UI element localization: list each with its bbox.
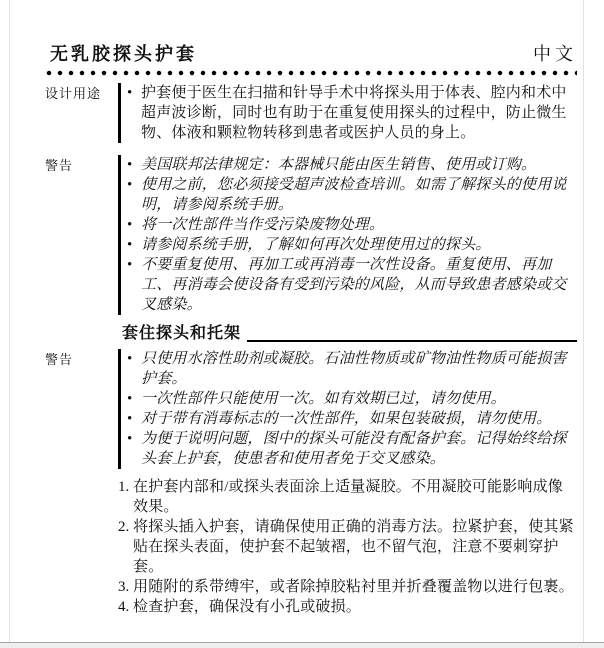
- design-purpose-section: [45, 83, 577, 143]
- warning-body: [118, 349, 577, 469]
- list-item: [127, 235, 577, 255]
- document-title: 无乳胶探头护套: [50, 44, 197, 64]
- bullet-text: 护套便于医生在扫描和针导手术中将探头用于体表、腔内和术中超声波诊断，同时也有助于在重复使用探头的过程中，防止微生物、体液和颗粒物转移到患者或医护人员的身上。: [141, 85, 567, 141]
- bullet-marker: •: [127, 177, 133, 193]
- list-item: [127, 389, 577, 409]
- step-number: 2.: [118, 519, 130, 535]
- bullet-marker: •: [127, 217, 133, 233]
- bullet-text: 只使用水溶性助剂或凝胶。石油性物质或矿物油性物质可能损害护套。: [141, 351, 567, 387]
- heading-underline: [247, 340, 577, 342]
- bullet-marker: •: [127, 85, 133, 101]
- warning-label: 警告: [45, 352, 74, 367]
- list-item: [127, 83, 577, 143]
- list-item: [127, 409, 577, 429]
- bullet-text: 对于带有消毒标志的一次性部件，如果包装破损，请勿使用。: [141, 411, 552, 427]
- list-item: [127, 255, 577, 315]
- bullet-marker: •: [127, 351, 133, 367]
- warning-label: 警告: [45, 158, 74, 173]
- list-item: [127, 429, 577, 469]
- warning-body: [118, 155, 577, 315]
- page-content: [45, 42, 577, 617]
- step-text: 检查护套，确保没有小孔或破损。: [133, 599, 362, 615]
- bullet-marker: •: [127, 391, 133, 407]
- bullet-text: 不要重复使用、再加工或再消毒一次性设备。重复使用、再加工、再消毒会使设备有受到污染的风险，从而导致患者感染或交叉感染。: [141, 257, 567, 313]
- step-number: 4.: [118, 599, 130, 615]
- bullet-marker: •: [127, 411, 133, 427]
- step-text: 将探头插入护套，请确保使用正确的消毒方法。拉紧护套，使其紧贴在探头表面，使护套不起皱褶，也不留气泡，注意不要刺穿护套。: [133, 519, 574, 575]
- language-label: 中文: [533, 44, 577, 64]
- step-text: 在护套内部和/或探头表面涂上适量凝胶。不用凝胶可能影响成像效果。: [133, 479, 563, 515]
- design-purpose-body: [118, 83, 577, 143]
- bullet-text: 将一次性部件当作受污染废物处理。: [141, 217, 385, 233]
- procedure-steps: [118, 477, 577, 617]
- bullet-text: 美国联邦法律规定：本器械只能由医生销售、使用或订购。: [141, 157, 537, 173]
- step-item: [118, 477, 577, 517]
- warning-section-2: [45, 349, 577, 469]
- page-bottom-edge: [0, 642, 604, 648]
- bullet-text: 一次性部件只能使用一次。如有效期已过，请勿使用。: [141, 391, 506, 407]
- section-heading: 套住探头和托架: [122, 325, 242, 342]
- step-number: 3.: [118, 579, 130, 595]
- step-text: 用随附的系带缚牢，或者除掉胶粘衬里并折叠覆盖物以进行包裹。: [133, 579, 574, 595]
- dotted-divider: [45, 69, 577, 77]
- step-item: [118, 597, 577, 617]
- design-purpose-label: 设计用途: [45, 86, 102, 101]
- warning-section-1: [45, 155, 577, 315]
- step-item: [118, 577, 577, 597]
- bullet-marker: •: [127, 431, 133, 447]
- bullet-text: 使用之前，您必须接受超声波检查培训。如需了解探头的使用说明，请参阅系统手册。: [141, 177, 567, 213]
- list-item: [127, 215, 577, 235]
- list-item: [127, 175, 577, 215]
- bullet-text: 请参阅系统手册，了解如何再次处理使用过的探头。: [141, 237, 491, 253]
- list-item: [127, 155, 577, 175]
- page-header: [45, 42, 577, 66]
- bullet-marker: •: [127, 237, 133, 253]
- section-heading-row: [122, 321, 577, 345]
- bullet-text: 为便于说明问题，图中的探头可能没有配备护套。记得始终给探头套上护套，使患者和使用者免于交叉感染。: [141, 431, 567, 467]
- page-edge-right: [583, 0, 584, 642]
- page-edge-left: [9, 0, 10, 642]
- step-item: [118, 517, 577, 577]
- list-item: [127, 349, 577, 389]
- step-number: 1.: [118, 479, 130, 495]
- bullet-marker: •: [127, 257, 133, 273]
- bullet-marker: •: [127, 157, 133, 173]
